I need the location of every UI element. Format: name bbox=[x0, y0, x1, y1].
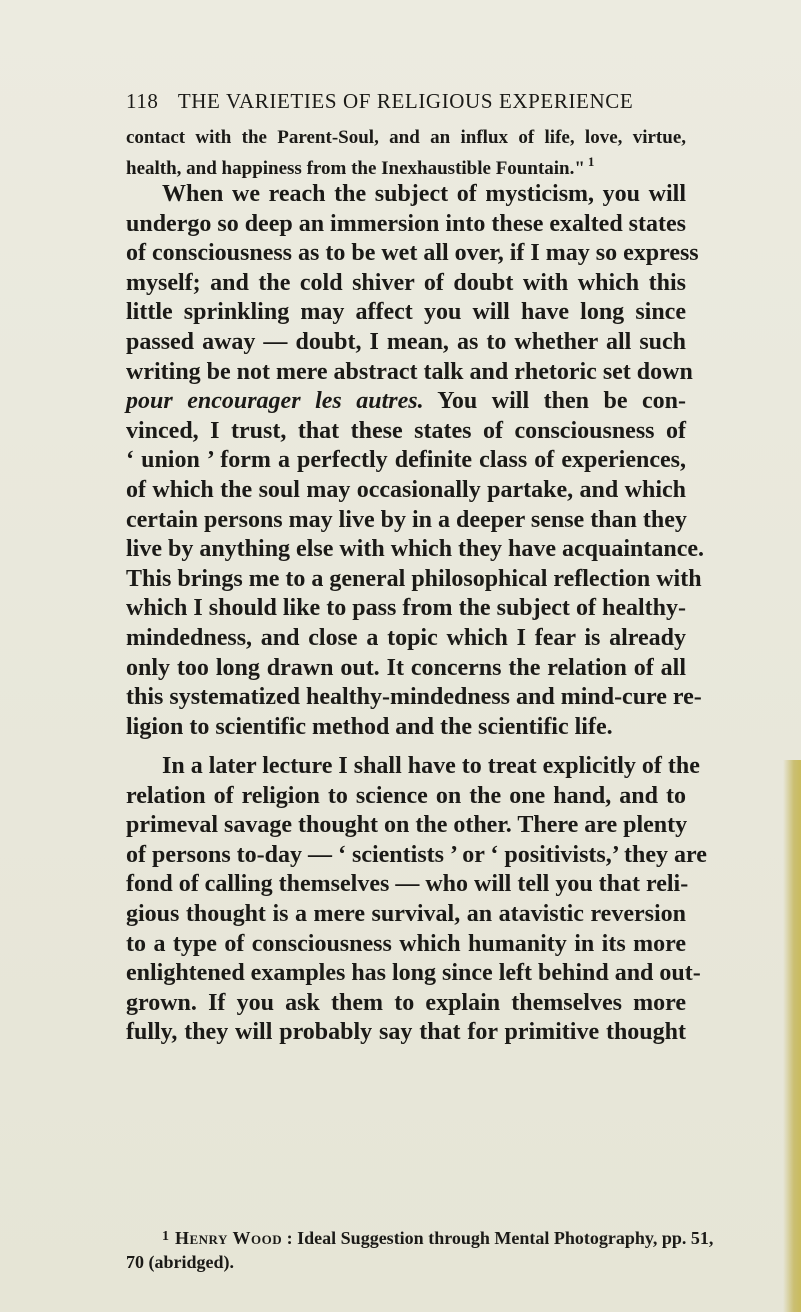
text-line: of which the soul may occasionally partake, and which bbox=[126, 476, 686, 503]
paragraph-2 bbox=[126, 180, 705, 742]
text-line: undergo so deep an immersion into these exalted states bbox=[126, 210, 686, 237]
running-title: THE VARIETIES OF RELIGIOUS EXPERIENCE bbox=[177, 89, 634, 113]
text-line: pour encourager les autres. You will then be con- bbox=[126, 388, 687, 415]
text-line: this systematized healthy-mindedness and mind-cure re- bbox=[126, 684, 702, 711]
text-line: ‘ union ’ form a perfectly definite class of experiences, bbox=[126, 447, 686, 474]
page-edge-shadow bbox=[783, 760, 801, 1312]
italic-phrase: pour encourager les autres. bbox=[126, 388, 424, 415]
text-line: little sprinkling may affect you will have long since bbox=[126, 299, 686, 326]
text-line: to a type of consciousness which humanity in its more bbox=[126, 930, 686, 957]
footnote-author: Henry Wood bbox=[175, 1228, 283, 1248]
text-line: myself; and the cold shiver of doubt with which this bbox=[126, 269, 686, 296]
text-line: writing be not mere abstract talk and rhetoric set down bbox=[126, 358, 693, 385]
text-line: contact with the Parent-Soul, and an influx of life, love, virtue, bbox=[126, 127, 686, 148]
text-line: ligion to scientific method and the scientific life. bbox=[126, 713, 613, 740]
paragraph-3 bbox=[126, 752, 707, 1048]
text-line: grown. If you ask them to explain themselves more bbox=[126, 989, 686, 1016]
text-line: enlightened examples has long since left behind and out- bbox=[126, 960, 701, 987]
text-line: only too long drawn out. It concerns the relation of all bbox=[126, 654, 686, 681]
text-line: When we reach the subject of mysticism, you will bbox=[162, 181, 686, 207]
text-line: This brings me to a general philosophical reflection with bbox=[126, 565, 702, 592]
text-line: fully, they will probably say that for primitive thought bbox=[126, 1019, 686, 1046]
text-line: which I should like to pass from the subject of healthy- bbox=[126, 595, 686, 622]
text-line: vinced, I trust, that these states of consciousness of bbox=[126, 417, 686, 444]
text-line: health, and happiness from the Inexhaustible Fountain." $^1$ bbox=[126, 154, 595, 179]
footnote bbox=[126, 1225, 714, 1274]
text-line: fond of calling themselves — who will tell you that reli- bbox=[126, 871, 689, 898]
text-line: of persons to-day — ‘ scientists ’ or ‘ positivists,’ they are bbox=[126, 841, 707, 868]
text-line: live by anything else with which they have acquaintance. bbox=[126, 536, 705, 563]
text-line: gious thought is a mere survival, an atavistic reversion bbox=[126, 900, 686, 927]
text-line: certain persons may live by in a deeper sense than they bbox=[126, 506, 687, 533]
text-line: mindedness, and close a topic which I fear is already bbox=[126, 624, 686, 651]
footnote-marker: 1 bbox=[162, 1229, 169, 1244]
text-line: primeval savage thought on the other. There are plenty bbox=[126, 812, 688, 839]
page-number: 118 bbox=[126, 89, 159, 113]
text-line: passed away — doubt, I mean, as to whether all such bbox=[126, 328, 686, 355]
running-header bbox=[126, 89, 686, 114]
footnote-text: : Ideal Suggestion through Mental Photography, pp. 51, bbox=[286, 1228, 714, 1248]
text-line: of consciousness as to be wet all over, if I may so express bbox=[126, 240, 699, 267]
text-line: In a later lecture I shall have to treat explicitly of the bbox=[162, 753, 700, 779]
footnote-line bbox=[126, 1225, 714, 1250]
footnote-line: 70 (abridged). bbox=[126, 1252, 234, 1272]
paragraph-1 bbox=[126, 126, 686, 181]
text-line: relation of religion to science on the one hand, and to bbox=[126, 782, 686, 809]
footnote-reference: 1 bbox=[587, 154, 595, 169]
